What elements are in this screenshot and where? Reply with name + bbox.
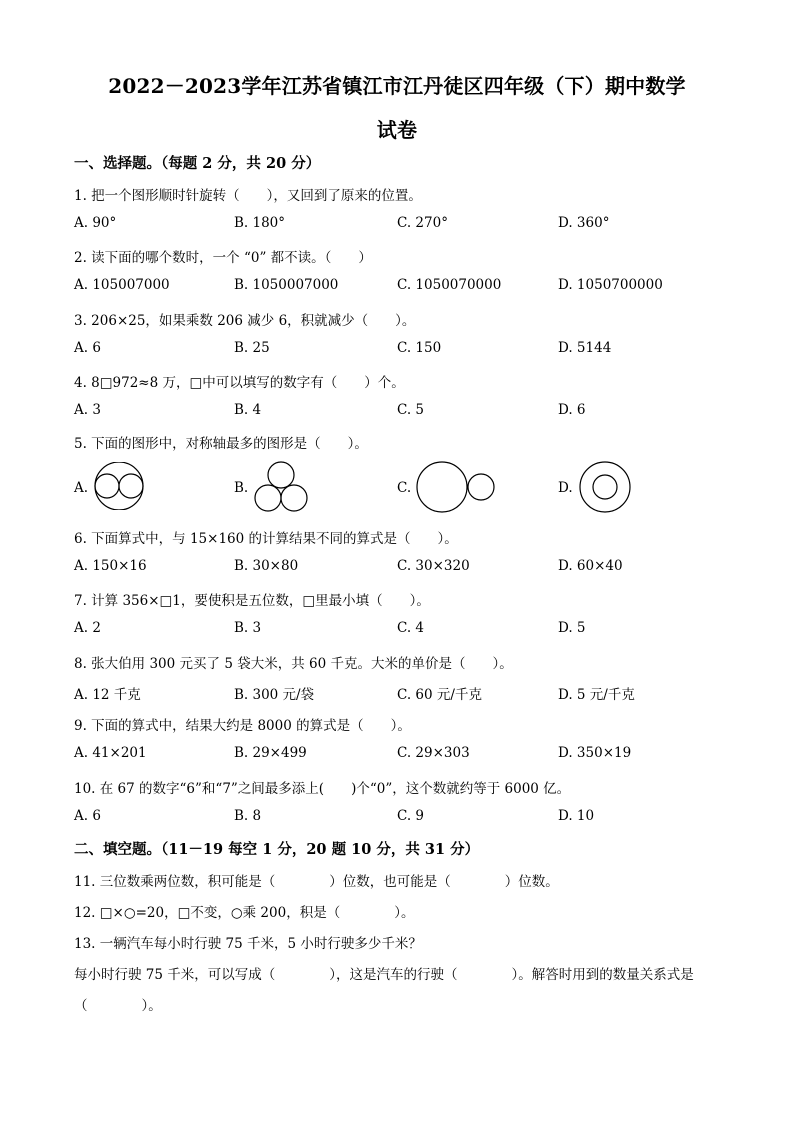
question-8-option-c: C. 60 元/千克 bbox=[397, 687, 482, 703]
question-3-option-c: C. 150 bbox=[397, 340, 442, 356]
question-7: 7. 计算 356×□1，要使积是五位数，□里最小填（ ）。 bbox=[74, 593, 430, 609]
question-7-option-a: A. 2 bbox=[74, 620, 101, 636]
question-8-option-d: D. 5 元/千克 bbox=[558, 687, 635, 703]
question-1-option-c: C. 270° bbox=[397, 215, 448, 231]
exam-title-line2: 试卷 bbox=[376, 118, 418, 142]
exam-title-line1: 2022－2023学年江苏省镇江市江丹徒区四年级（下）期中数学 bbox=[108, 74, 686, 98]
question-3-option-a: A. 6 bbox=[74, 340, 101, 356]
question-10-option-a: A. 6 bbox=[74, 808, 101, 824]
section-heading-choice: 一、选择题。（每题 2 分，共 20 分） bbox=[74, 155, 321, 172]
figure-large-and-small-circle bbox=[414, 460, 496, 514]
question-3-option-b: B. 25 bbox=[234, 340, 270, 356]
question-7-option-b: B. 3 bbox=[234, 620, 262, 636]
question-13-line3: （ ）。 bbox=[74, 998, 162, 1014]
question-4: 4. 8□972≈8 万，□中可以填写的数字有（ ）个。 bbox=[74, 375, 405, 391]
figure-two-circles-in-circle bbox=[90, 462, 148, 510]
question-11: 11. 三位数乘两位数，积可能是（ ）位数，也可能是（ ）位数。 bbox=[74, 874, 559, 890]
question-4-option-a: A. 3 bbox=[74, 402, 101, 418]
question-9-option-d: D. 350×19 bbox=[558, 745, 632, 761]
question-10-option-c: C. 9 bbox=[397, 808, 425, 824]
question-5-option-a: A. bbox=[74, 480, 89, 496]
question-12: 12. □×○=20，□不变，○乘 200，积是（ ）。 bbox=[74, 905, 415, 921]
question-8-option-b: B. 300 元/袋 bbox=[234, 687, 315, 703]
question-5-option-b: B. bbox=[234, 480, 249, 496]
question-2-option-b: B. 1050007000 bbox=[234, 277, 339, 293]
question-4-option-c: C. 5 bbox=[397, 402, 425, 418]
question-10-option-b: B. 8 bbox=[234, 808, 262, 824]
question-6-option-a: A. 150×16 bbox=[74, 558, 147, 574]
question-9-option-b: B. 29×499 bbox=[234, 745, 307, 761]
question-6: 6. 下面算式中，与 15×160 的计算结果不同的算式是（ ）。 bbox=[74, 531, 458, 547]
question-4-option-d: D. 6 bbox=[558, 402, 586, 418]
question-6-option-c: C. 30×320 bbox=[397, 558, 470, 574]
figure-concentric-circles bbox=[576, 460, 634, 514]
question-1: 1. 把一个图形顺时针旋转（ ），又回到了原来的位置。 bbox=[74, 188, 422, 204]
question-2-option-d: D. 1050700000 bbox=[558, 277, 663, 293]
question-4-option-b: B. 4 bbox=[234, 402, 262, 418]
question-5-option-d: D. bbox=[558, 480, 573, 496]
section-heading-fill: 二、填空题。（11－19 每空 1 分，20 题 10 分，共 31 分） bbox=[74, 841, 480, 858]
question-8: 8. 张大伯用 300 元买了 5 袋大米，共 60 千克。大米的单价是（ ）。 bbox=[74, 656, 513, 672]
question-13-line2: 每小时行驶 75 千米，可以写成（ ），这是汽车的行驶（ ）。解答时用到的数量关系式是 bbox=[74, 967, 694, 983]
question-9: 9. 下面的算式中，结果大约是 8000 的算式是（ ）。 bbox=[74, 718, 411, 734]
question-1-option-b: B. 180° bbox=[234, 215, 286, 231]
question-8-option-a: A. 12 千克 bbox=[74, 687, 141, 703]
question-1-option-a: A. 90° bbox=[74, 215, 117, 231]
question-9-option-c: C. 29×303 bbox=[397, 745, 470, 761]
question-13: 13. 一辆汽车每小时行驶 75 千米，5 小时行驶多少千米？ bbox=[74, 936, 422, 952]
question-5-option-c: C. bbox=[397, 480, 412, 496]
question-10-option-d: D. 10 bbox=[558, 808, 595, 824]
question-7-option-d: D. 5 bbox=[558, 620, 586, 636]
question-1-option-d: D. 360° bbox=[558, 215, 610, 231]
question-2: 2. 读下面的哪个数时，一个 “0” 都不读。（ ） bbox=[74, 250, 372, 266]
question-9-option-a: A. 41×201 bbox=[74, 745, 147, 761]
figure-three-circles bbox=[251, 460, 313, 514]
question-2-option-a: A. 105007000 bbox=[74, 277, 170, 293]
question-3: 3. 206×25，如果乘数 206 减少 6，积就减少（ ）。 bbox=[74, 313, 416, 329]
question-2-option-c: C. 1050070000 bbox=[397, 277, 502, 293]
question-5: 5. 下面的图形中，对称轴最多的图形是（ ）。 bbox=[74, 436, 368, 452]
question-7-option-c: C. 4 bbox=[397, 620, 425, 636]
question-6-option-b: B. 30×80 bbox=[234, 558, 299, 574]
question-10: 10. 在 67 的数字“6”和“7”之间最多添上( )个“0”，这个数就约等于 6000 亿。 bbox=[74, 781, 571, 797]
question-3-option-d: D. 5144 bbox=[558, 340, 612, 356]
question-6-option-d: D. 60×40 bbox=[558, 558, 623, 574]
